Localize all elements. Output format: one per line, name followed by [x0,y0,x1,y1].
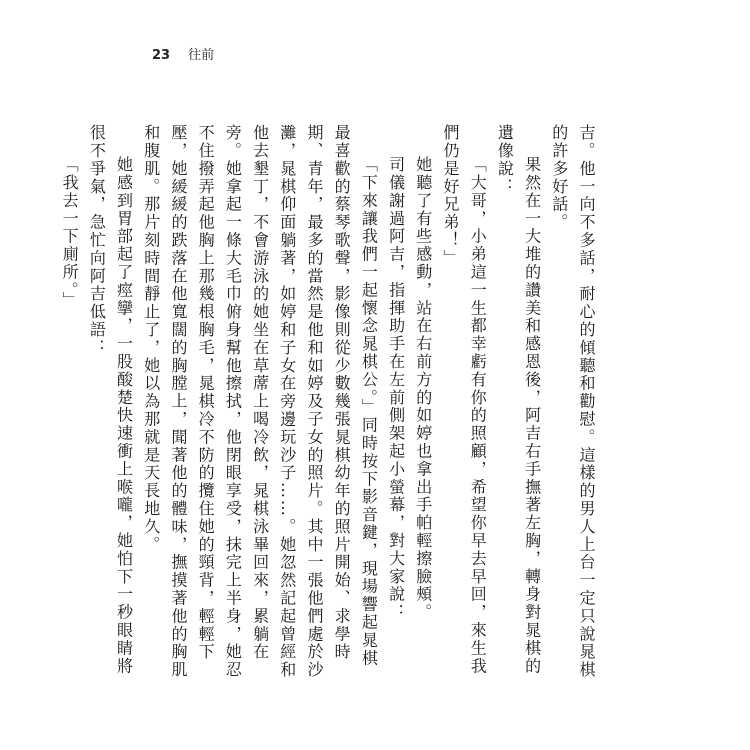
paragraph: 「下來讓我們一起懷念晁棋公。」同時按下影音鍵，現場響起晁棋最喜歡的蔡琴歌聲，影像則從少數幾張晁棋幼年的照片開始、求學時期、青年，最多的當然是他和如婷及子女的照片。其中一張他們處於沙灘，晁棋仰面躺著，如婷和子女在旁邊玩沙子……。她忽然記起曾經和他去墾丁，不會游泳的她坐在草蓆上喝冷飲，晁棋泳畢回來，累躺在旁。她拿起一條大毛巾俯身幫他擦拭，他閉眼享受，抹完上半身，她忍不住撥弄起他胸上那幾根胸毛，晁棋冷不防的攬住她的頸背，輕輕下壓，她緩緩的跌落在他寬闊的胸膛上，聞著他的體味，撫摸著他的胸肌和腹肌。那片刻時間靜止了，她以為那就是天長地久。 [141,124,379,679]
page-header [152,44,214,63]
page-number: 23 [152,48,171,63]
paragraph: 果然在一大堆的讚美和感恩後，阿吉右手撫著左胸，轉身對晁棋的遺像說： [495,124,542,676]
paragraph: 吉。他一向不多話，耐心的傾聽和勸慰。這樣的男人上台一定只說晁棋的許多好話。 [549,124,596,679]
paragraph: 她聽了有些感動，站在右前方的如婷也拿出手帕輕擦臉頰。 [413,156,433,622]
paragraph: 「我去一下廁所。」 [60,156,80,310]
paragraph: 她感到胃部起了痙攣，一股酸楚快速衝上喉嚨，她怕下一秒眼睛將很不爭氣，急忙向阿吉低語： [87,124,134,676]
paragraph: 「大哥，小弟這一生都幸虧有你的照顧，希望你早去早回，來生我們仍是好兄弟！」 [440,124,488,676]
paragraph: 司儀謝過阿吉，指揮助手在左前側架起小螢幕，對大家說： [386,156,406,622]
chapter-title: 往前 [188,48,215,63]
vertical-text-body [56,124,600,684]
